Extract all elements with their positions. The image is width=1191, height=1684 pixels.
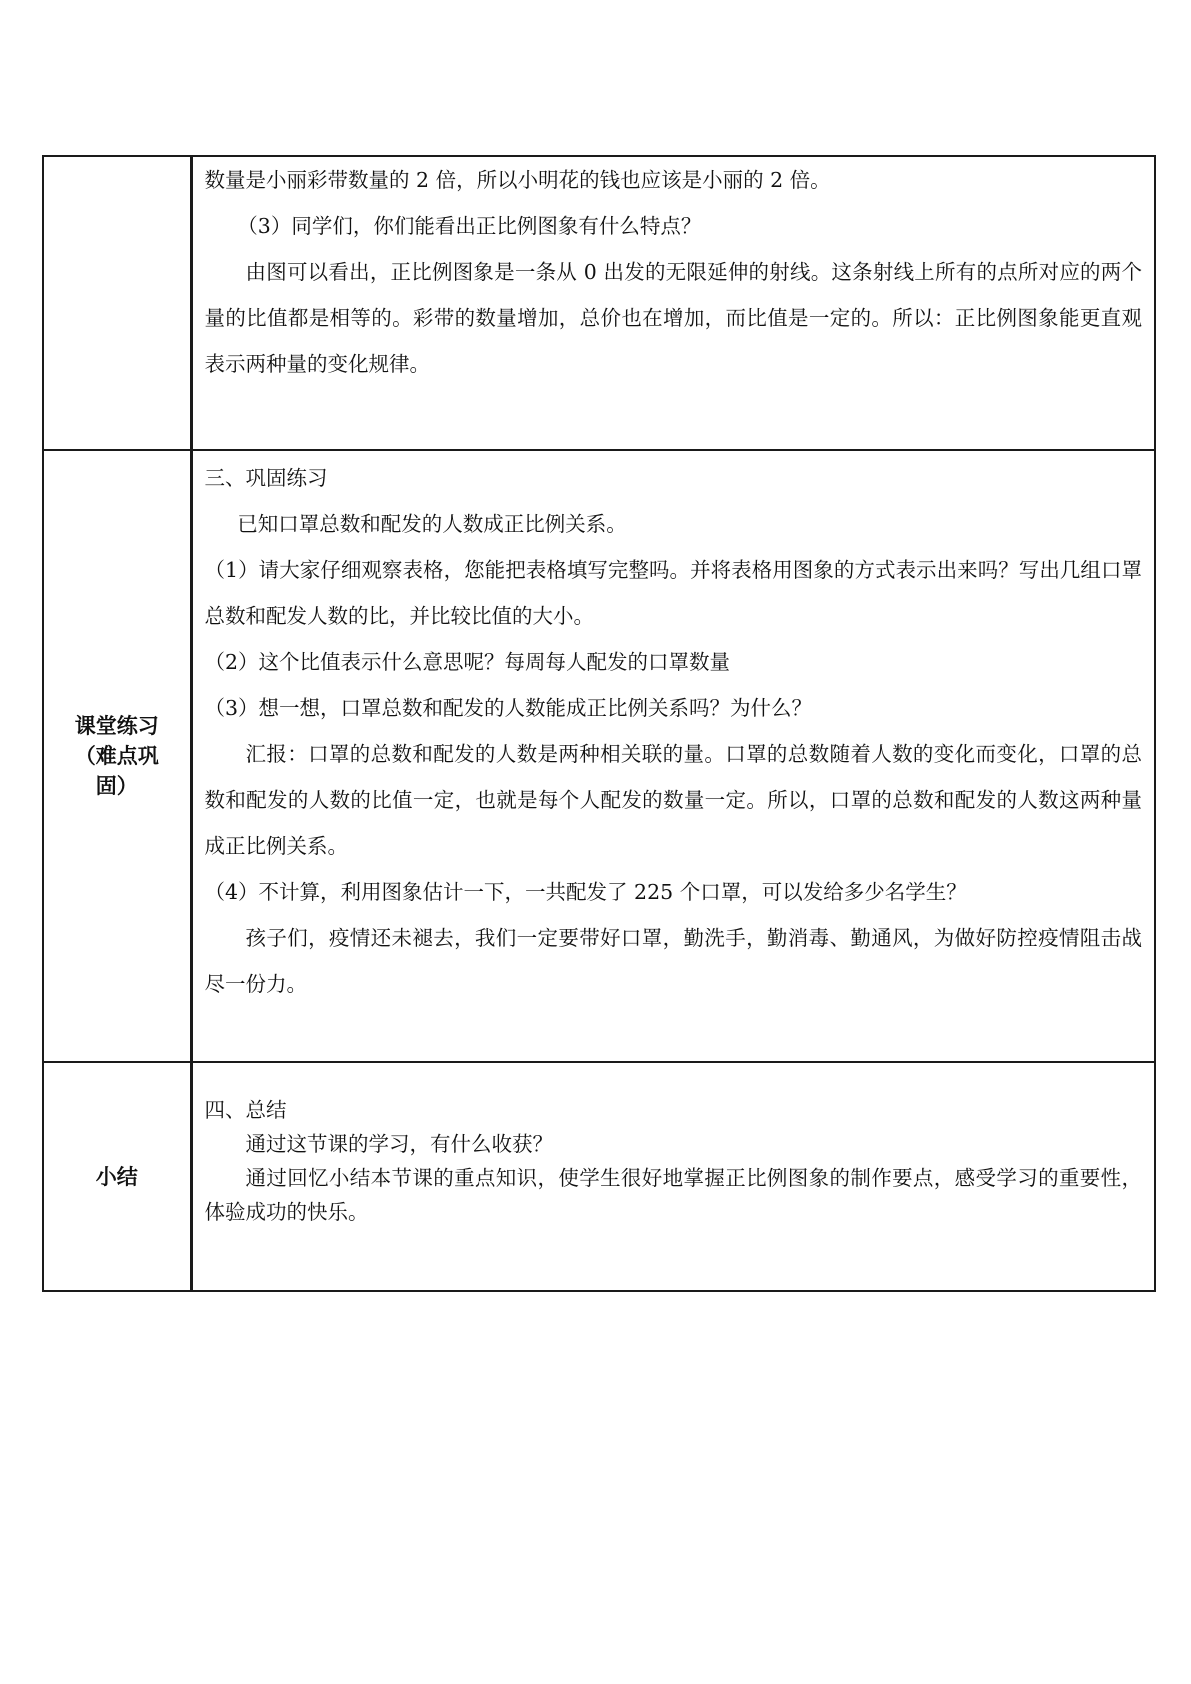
row-label-cell (43, 1062, 191, 1291)
row-content-cell (191, 1062, 1155, 1291)
lesson-plan-table (42, 155, 1156, 1292)
row-content-cell (191, 156, 1155, 450)
table-row (43, 450, 1155, 1062)
table-row (43, 156, 1155, 450)
section-heading: 三、巩固练习 (204, 466, 328, 490)
row-label-cell (43, 156, 191, 450)
paragraph: （2）这个比值表示什么意思呢？每周每人配发的口罩数量 (204, 650, 731, 674)
paragraph: 由图可以看出，正比例图象是一条从 0 出发的无限延伸的射线。这条射线上所有的点所对应的两个量的比值都是相等的。彩带的数量增加，总价也在增加，而比值是一定的。所以：正比例图象能更直观表示两种量的变化规律。 (204, 260, 1142, 376)
paragraph: 孩子们，疫情还未褪去，我们一定要带好口罩，勤洗手，勤消毒、勤通风，为做好防控疫情阻击战尽一份力。 (204, 926, 1142, 996)
paragraph: （4）不计算，利用图象估计一下，一共配发了 225 个口罩，可以发给多少名学生？ (204, 880, 967, 904)
paragraph: （3）想一想，口罩总数和配发的人数能成正比例关系吗？为什么？ (204, 696, 813, 720)
paragraph: 已知口罩总数和配发的人数成正比例关系。 (237, 512, 627, 536)
row-content-cell (191, 450, 1155, 1062)
row-label: 课堂练习（难点巩固） (74, 714, 159, 798)
row-label-cell (43, 450, 191, 1062)
paragraph: 通过回忆小结本节课的重点知识，使学生很好地掌握正比例图象的制作要点，感受学习的重要性，体验成功的快乐。 (204, 1166, 1142, 1224)
row-label: 小结 (95, 1164, 138, 1189)
paragraph: （1）请大家仔细观察表格，您能把表格填写完整吗。并将表格用图象的方式表示出来吗？写出几组口罩总数和配发人数的比，并比较比值的大小。 (204, 558, 1142, 628)
paragraph: 通过这节课的学习，有什么收获？ (245, 1132, 553, 1156)
paragraph: （3）同学们，你们能看出正比例图象有什么特点？ (237, 214, 702, 238)
paragraph: 汇报：口罩的总数和配发的人数是两种相关联的量。口罩的总数随着人数的变化而变化，口罩的总数和配发的人数的比值一定，也就是每个人配发的数量一定。所以，口罩的总数和配发的人数这两种量成正比例关系。 (204, 742, 1142, 858)
table-row (43, 1062, 1155, 1291)
paragraph: 数量是小丽彩带数量的 2 倍，所以小明花的钱也应该是小丽的 2 倍。 (204, 168, 831, 192)
section-heading: 四、总结 (204, 1098, 287, 1122)
